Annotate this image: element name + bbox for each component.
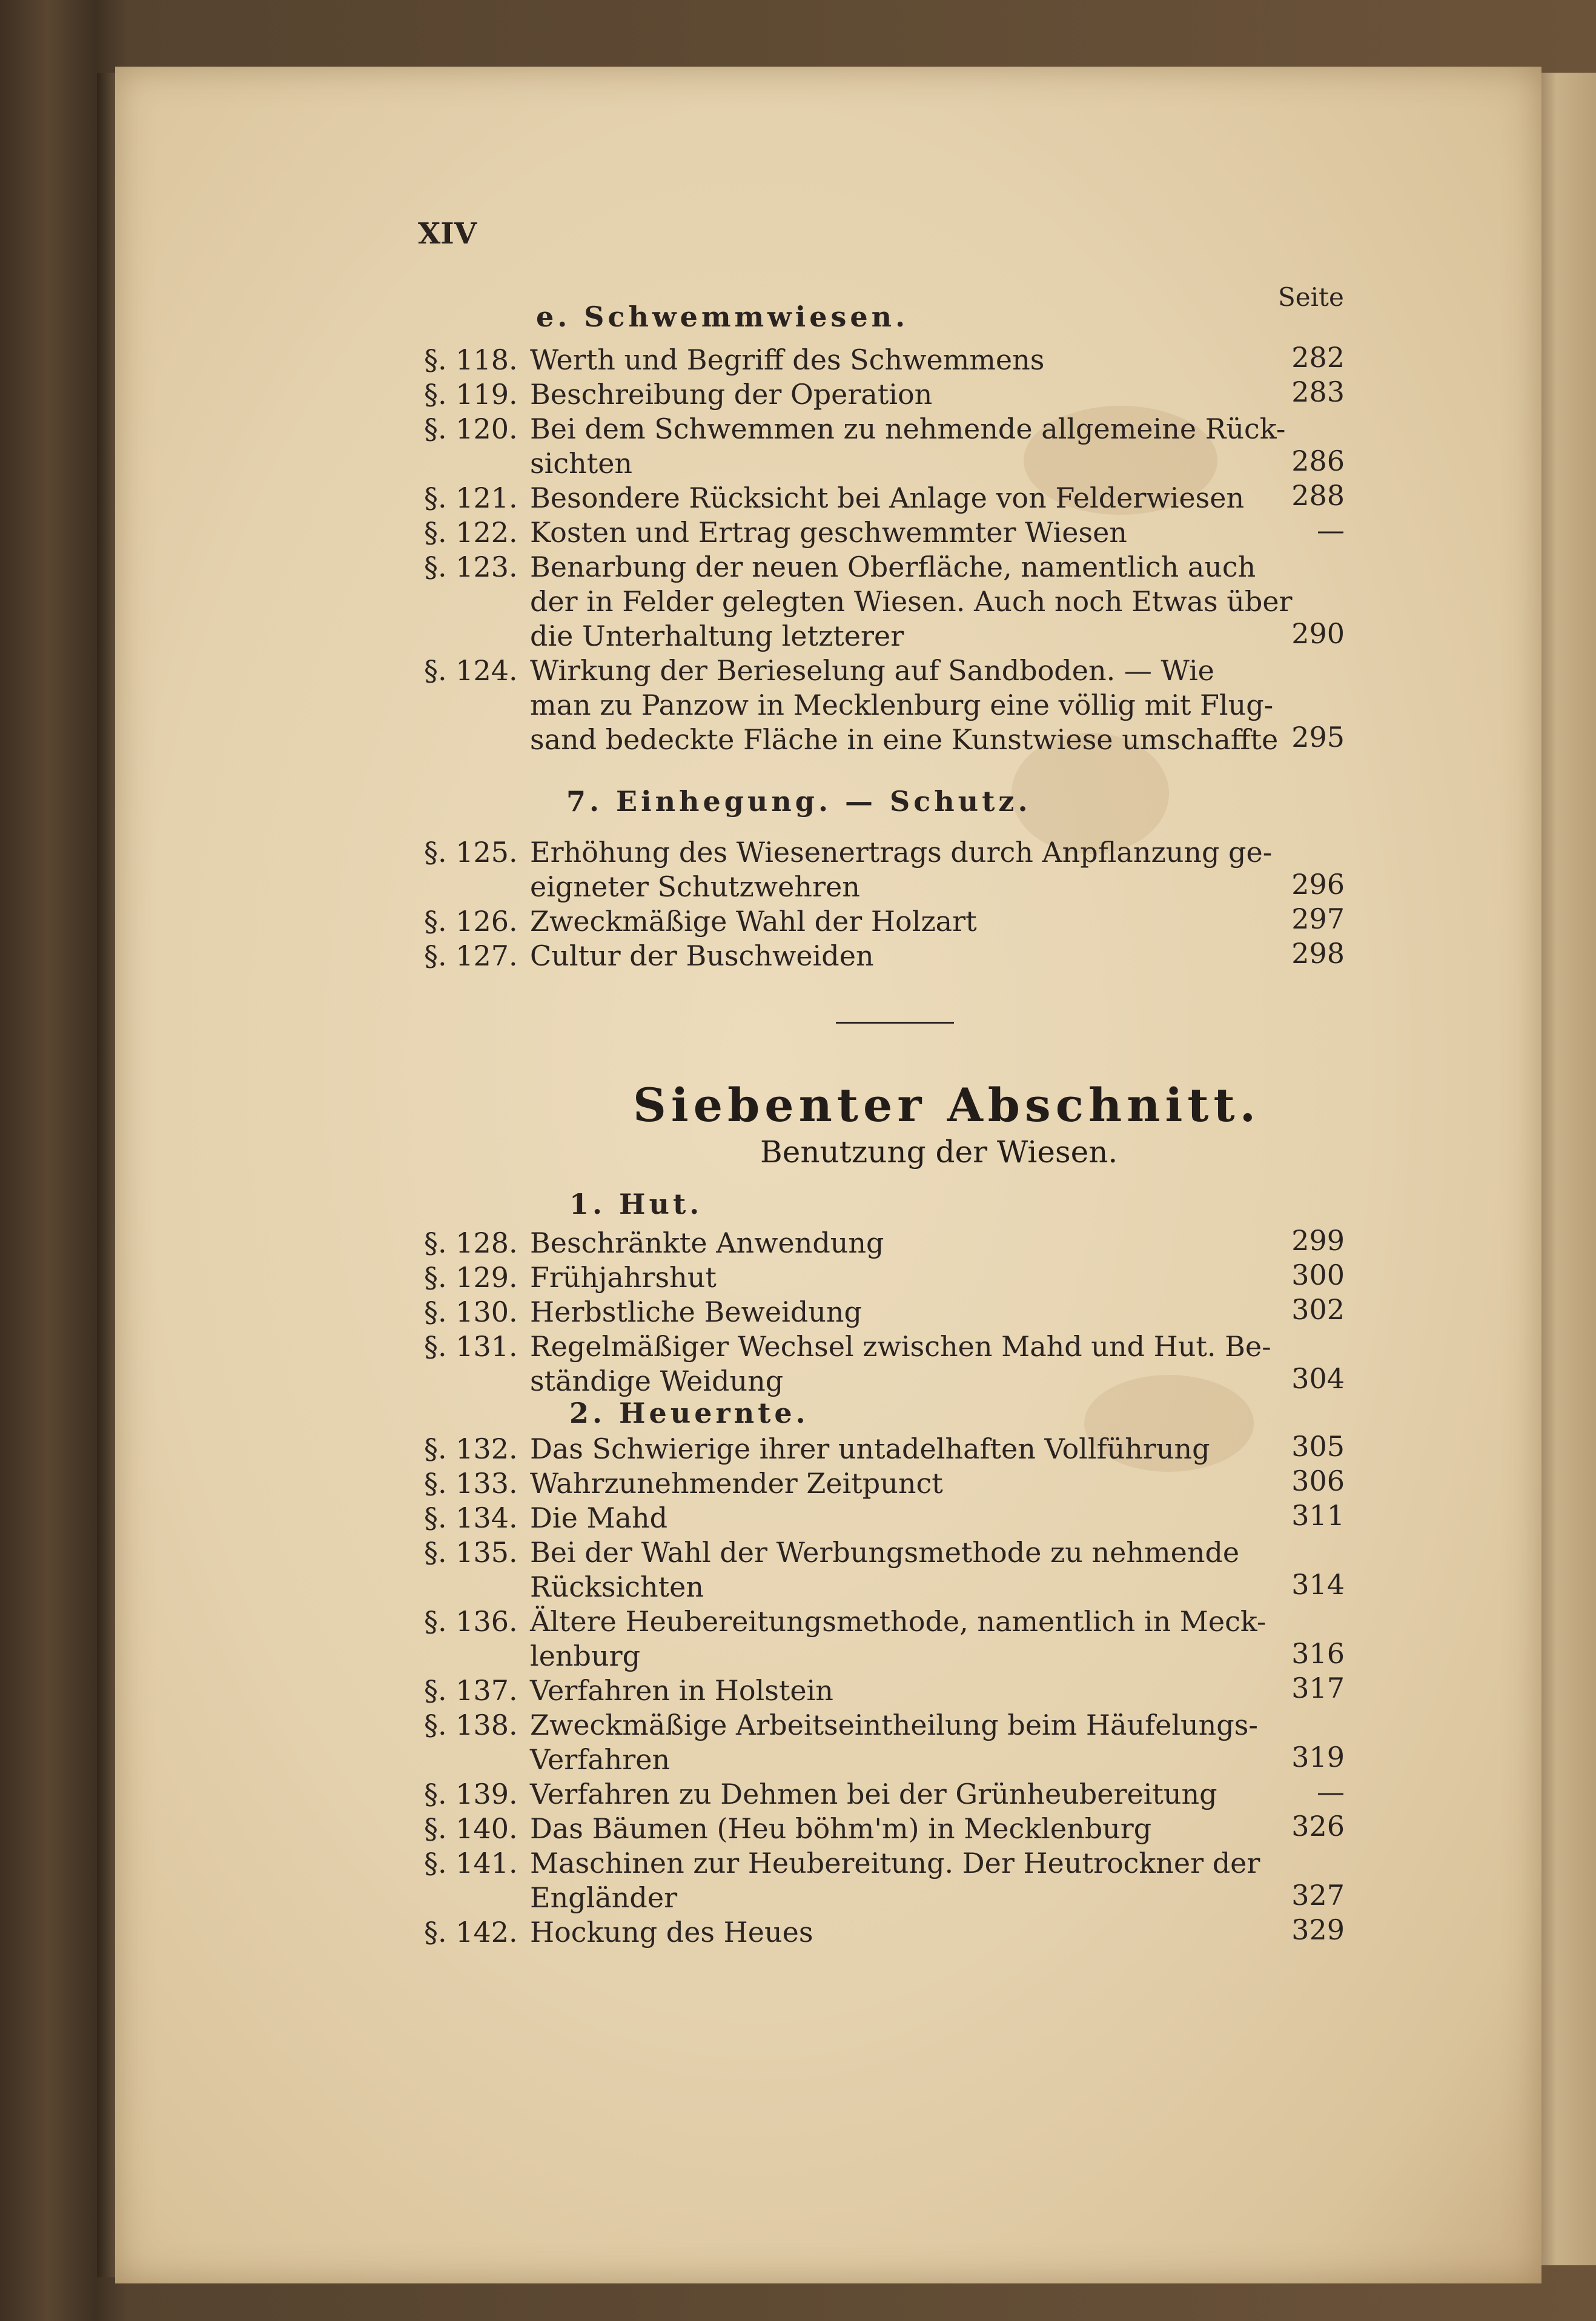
toc-entry-title: man zu Panzow in Mecklenburg eine völlig mit Flug- <box>530 689 1274 721</box>
toc-entry-number: §. 124. <box>424 654 518 687</box>
toc-entry-page: — <box>1317 514 1345 546</box>
page-column-label: Seite <box>1278 282 1344 312</box>
toc-entry-page: 314 <box>1291 1568 1345 1601</box>
toc-entry-number: §. 119. <box>424 378 518 411</box>
toc-entry-title: Benarbung der neuen Oberfläche, namentlich auch <box>530 551 1256 583</box>
toc-entry-title: Herbstliche Beweidung <box>530 1296 863 1328</box>
toc-entry-number: §. 130. <box>424 1296 518 1328</box>
toc-entry-number: §. 135. <box>424 1536 518 1569</box>
section-heading-e: e. Schwemmwiesen. <box>536 300 909 333</box>
toc-entry-number: §. 127. <box>424 939 518 972</box>
toc-entry-page: 311 <box>1291 1499 1345 1532</box>
toc-entry-title: Bei dem Schwemmen zu nehmende allgemeine Rück- <box>530 412 1286 445</box>
toc-entry-title: Erhöhung des Wiesenertrags durch Anpflanzung ge- <box>530 836 1273 869</box>
toc-entry-title: die Unterhaltung letzterer <box>530 620 904 652</box>
toc-entry-title: sand bedeckte Fläche in eine Kunstwiese umschaffte <box>530 723 1279 756</box>
toc-entry-page: — <box>1317 1775 1345 1808</box>
toc-entry-title: Das Schwierige ihrer untadelhaften Vollführung <box>530 1432 1210 1465</box>
toc-entry-page: 319 <box>1291 1741 1345 1773</box>
toc-entry-page: 300 <box>1291 1259 1345 1291</box>
toc-entry-title: Bei der Wahl der Werbungsmethode zu nehmende <box>530 1536 1240 1569</box>
toc-entry-title: Wirkung der Berieselung auf Sandboden. — Wie <box>530 654 1214 687</box>
toc-entry-page: 290 <box>1291 617 1345 650</box>
toc-entry-title: der in Felder gelegten Wiesen. Auch noch Etwas über <box>530 585 1293 618</box>
toc-entry-number: §. 125. <box>424 836 518 869</box>
toc-entry-number: §. 140. <box>424 1812 518 1845</box>
toc-entry-page: 326 <box>1291 1810 1345 1843</box>
toc-entry-number: §. 132. <box>424 1432 518 1465</box>
toc-entry-page: 302 <box>1291 1293 1345 1326</box>
section-divider <box>836 1022 954 1024</box>
toc-entry-title: Rücksichten <box>530 1571 704 1603</box>
toc-entry-title: Die Mahd <box>530 1502 668 1534</box>
toc-entry-number: §. 134. <box>424 1502 518 1534</box>
toc-entry-page: 316 <box>1291 1637 1345 1670</box>
toc-entry-title: lenburg <box>530 1640 641 1672</box>
toc-entry-title: Verfahren <box>530 1743 671 1776</box>
toc-entry-number: §. 118. <box>424 343 518 376</box>
toc-entry-number: §. 136. <box>424 1605 518 1638</box>
toc-entry-page: 304 <box>1291 1362 1345 1395</box>
chapter-heading: Siebenter Abschnitt. <box>633 1078 1261 1132</box>
toc-entry-title: Besondere Rücksicht bei Anlage von Felderwiesen <box>530 482 1245 514</box>
toc-entry-title: Frühjahrshut <box>530 1261 717 1294</box>
toc-entry-title: ständige Weidung <box>530 1365 784 1397</box>
toc-entry-number: §. 131. <box>424 1330 518 1363</box>
toc-entry-page: 286 <box>1291 445 1345 477</box>
chapter-subtitle: Benutzung der Wiesen. <box>760 1134 1118 1170</box>
toc-entry-title: Kosten und Ertrag geschwemmter Wiesen <box>530 516 1127 549</box>
toc-entry-title: Engländer <box>530 1881 678 1914</box>
toc-entry-page: 317 <box>1291 1672 1345 1704</box>
toc-entry-page: 327 <box>1291 1879 1345 1912</box>
toc-entry-number: §. 129. <box>424 1261 518 1294</box>
toc-entry-number: §. 121. <box>424 482 518 514</box>
toc-entry-page: 296 <box>1291 868 1345 901</box>
toc-entry-page: 306 <box>1291 1465 1345 1497</box>
toc-entry-title: Maschinen zur Heubereitung. Der Heutrockner der <box>530 1847 1260 1879</box>
toc-entry-title: Cultur der Buschweiden <box>530 939 874 972</box>
toc-entry-page: 329 <box>1291 1913 1345 1946</box>
section-heading-2: 2. Heuernte. <box>569 1397 809 1429</box>
toc-entry-title: Das Bäumen (Heu böhm'm) in Mecklenburg <box>530 1812 1152 1845</box>
toc-entry-number: §. 139. <box>424 1778 518 1810</box>
toc-entry-page: 298 <box>1291 937 1345 970</box>
toc-entry-page: 283 <box>1291 376 1345 408</box>
toc-entry-number: §. 122. <box>424 516 518 549</box>
toc-entry-number: §. 133. <box>424 1467 518 1500</box>
toc-entry-page: 305 <box>1291 1430 1345 1463</box>
toc-entry-number: §. 126. <box>424 905 518 938</box>
toc-entry-page: 297 <box>1291 902 1345 935</box>
toc-entry-number: §. 142. <box>424 1916 518 1949</box>
toc-entry-number: §. 141. <box>424 1847 518 1879</box>
toc-entry-title: Werth und Begriff des Schwemmens <box>530 343 1045 376</box>
toc-entry-page: 288 <box>1291 479 1345 512</box>
toc-entry-title: Zweckmäßige Wahl der Holzart <box>530 905 977 938</box>
toc-entry-title: Verfahren in Holstein <box>530 1674 833 1707</box>
toc-entry-title: Beschränkte Anwendung <box>530 1227 884 1259</box>
section-heading-1: 1. Hut. <box>569 1188 703 1220</box>
toc-entry-title: Ältere Heubereitungsmethode, namentlich in Meck- <box>530 1605 1267 1638</box>
toc-entry-page: 295 <box>1291 721 1345 753</box>
toc-entry-page: 299 <box>1291 1224 1345 1257</box>
toc-entry-number: §. 123. <box>424 551 518 583</box>
toc-entry-title: Beschreibung der Operation <box>530 378 933 411</box>
toc-entry-title: Hockung des Heues <box>530 1916 813 1949</box>
toc-entry-title: Regelmäßiger Wechsel zwischen Mahd und Hut. Be- <box>530 1330 1271 1363</box>
toc-entry-page: 282 <box>1291 341 1345 374</box>
toc-entry-title: Verfahren zu Dehmen bei der Grünheubereitung <box>530 1778 1217 1810</box>
section-heading-7: 7. Einhegung. — Schutz. <box>566 785 1031 818</box>
toc-entry-number: §. 137. <box>424 1674 518 1707</box>
toc-entry-number: §. 138. <box>424 1709 518 1741</box>
toc-entry-title: sichten <box>530 447 633 480</box>
folio-number: XIV <box>418 217 477 251</box>
toc-entry-number: §. 128. <box>424 1227 518 1259</box>
toc-entry-title: Zweckmäßige Arbeitseintheilung beim Häufelungs- <box>530 1709 1258 1741</box>
toc-entry-title: Wahrzunehmender Zeitpunct <box>530 1467 943 1500</box>
toc-entry-title: eigneter Schutzwehren <box>530 870 860 903</box>
toc-entry-number: §. 120. <box>424 412 518 445</box>
